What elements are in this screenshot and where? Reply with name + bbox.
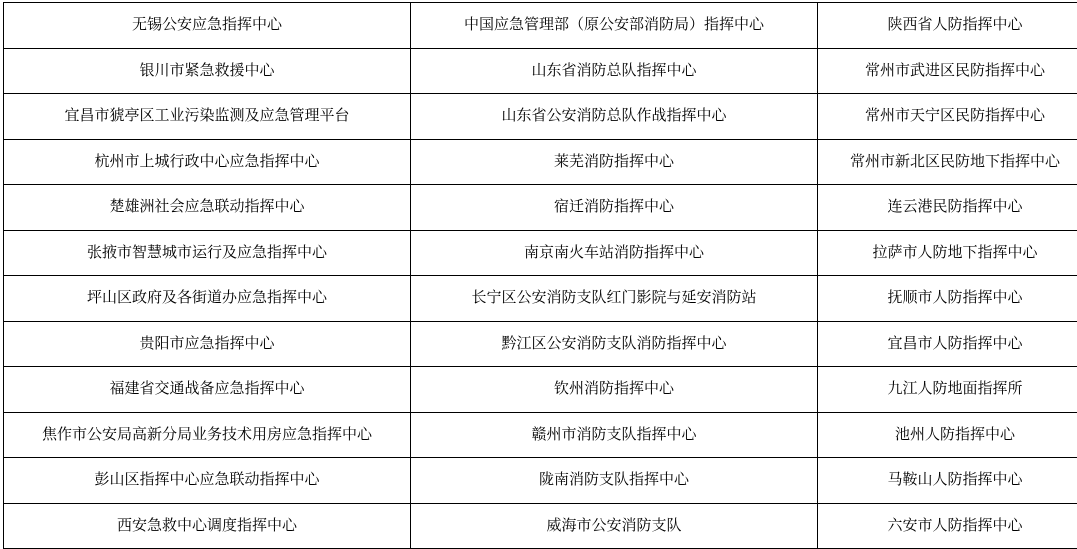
table-cell: 长宁区公安消防支队红门影院与延安消防站 — [411, 276, 818, 322]
table-cell: 连云港民防指挥中心 — [818, 185, 1077, 231]
table-cell: 福建省交通战备应急指挥中心 — [4, 367, 411, 413]
table-cell: 张掖市智慧城市运行及应急指挥中心 — [4, 230, 411, 276]
table-cell: 宜昌市猇亭区工业污染监测及应急管理平台 — [4, 94, 411, 140]
table-cell: 马鞍山人防指挥中心 — [818, 458, 1077, 504]
table-row — [4, 48, 1077, 94]
table-cell: 钦州消防指挥中心 — [411, 367, 818, 413]
table-cell: 贵阳市应急指挥中心 — [4, 321, 411, 367]
table-cell: 抚顺市人防指挥中心 — [818, 276, 1077, 322]
table-cell: 宿迁消防指挥中心 — [411, 185, 818, 231]
table-cell: 银川市紧急救援中心 — [4, 48, 411, 94]
table-cell: 南京南火车站消防指挥中心 — [411, 230, 818, 276]
table-cell: 威海市公安消防支队 — [411, 503, 818, 549]
table-row — [4, 94, 1077, 140]
table-cell: 九江人防地面指挥所 — [818, 367, 1077, 413]
table-cell: 常州市武进区民防指挥中心 — [818, 48, 1077, 94]
project-list-table — [3, 2, 1077, 549]
table-row — [4, 412, 1077, 458]
table-cell: 西安急救中心调度指挥中心 — [4, 503, 411, 549]
table-cell: 常州市新北区民防地下指挥中心 — [818, 139, 1077, 185]
table-row — [4, 321, 1077, 367]
table-cell: 杭州市上城行政中心应急指挥中心 — [4, 139, 411, 185]
table-cell: 陇南消防支队指挥中心 — [411, 458, 818, 504]
table-cell: 六安市人防指挥中心 — [818, 503, 1077, 549]
table-cell: 楚雄洲社会应急联动指挥中心 — [4, 185, 411, 231]
table-cell: 莱芜消防指挥中心 — [411, 139, 818, 185]
table-row — [4, 230, 1077, 276]
table-cell: 赣州市消防支队指挥中心 — [411, 412, 818, 458]
table-cell: 无锡公安应急指挥中心 — [4, 3, 411, 49]
table-row — [4, 367, 1077, 413]
table-row — [4, 3, 1077, 49]
table-row — [4, 276, 1077, 322]
table-cell: 黔江区公安消防支队消防指挥中心 — [411, 321, 818, 367]
table-cell: 坪山区政府及各街道办应急指挥中心 — [4, 276, 411, 322]
table-cell: 常州市天宁区民防指挥中心 — [818, 94, 1077, 140]
table-cell: 陕西省人防指挥中心 — [818, 3, 1077, 49]
table-body — [4, 3, 1077, 549]
table-cell: 彭山区指挥中心应急联动指挥中心 — [4, 458, 411, 504]
table-cell: 山东省公安消防总队作战指挥中心 — [411, 94, 818, 140]
table-cell: 山东省消防总队指挥中心 — [411, 48, 818, 94]
table-row — [4, 503, 1077, 549]
table-cell: 焦作市公安局高新分局业务技术用房应急指挥中心 — [4, 412, 411, 458]
table-row — [4, 139, 1077, 185]
table-row — [4, 185, 1077, 231]
table-cell: 拉萨市人防地下指挥中心 — [818, 230, 1077, 276]
table-cell: 中国应急管理部（原公安部消防局）指挥中心 — [411, 3, 818, 49]
table-row — [4, 458, 1077, 504]
table-cell: 宜昌市人防指挥中心 — [818, 321, 1077, 367]
table-cell: 池州人防指挥中心 — [818, 412, 1077, 458]
